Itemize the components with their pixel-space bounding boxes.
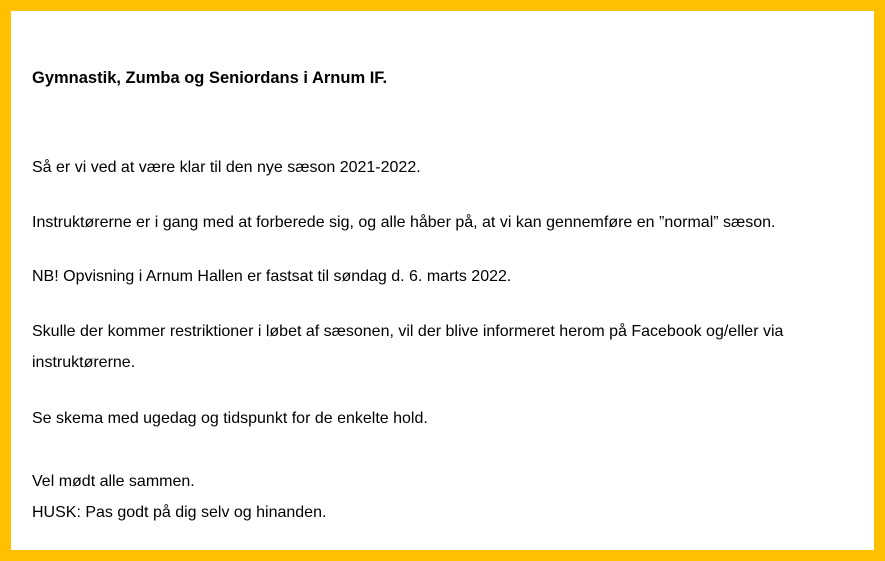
paragraph-show: NB! Opvisning i Arnum Hallen er fastsat til søndag d. 6. marts 2022. [32, 268, 512, 285]
paragraph-season: Så er vi ved at være klar til den nye sæson 2021-2022. [32, 159, 421, 176]
paragraph-instructors: Instruktørerne er i gang med at forberede sig, og alle håber på, at vi kan gennemføre en ”normal” sæson. [32, 214, 776, 231]
paragraph-restrictions: Skulle der kommer restriktioner i løbet af sæsonen, vil der blive informeret herom på Facebook og/eller via [32, 323, 784, 340]
notice-title: Gymnastik, Zumba og Seniordans i Arnum IF. [32, 69, 388, 87]
paragraph-welcome: Vel mødt alle sammen. [32, 473, 195, 490]
paragraph-restrictions-cont: instruktørerne. [32, 354, 136, 371]
paragraph-reminder: HUSK: Pas godt på dig selv og hinanden. [32, 504, 327, 521]
paragraph-schedule: Se skema med ugedag og tidspunkt for de enkelte hold. [32, 410, 428, 427]
